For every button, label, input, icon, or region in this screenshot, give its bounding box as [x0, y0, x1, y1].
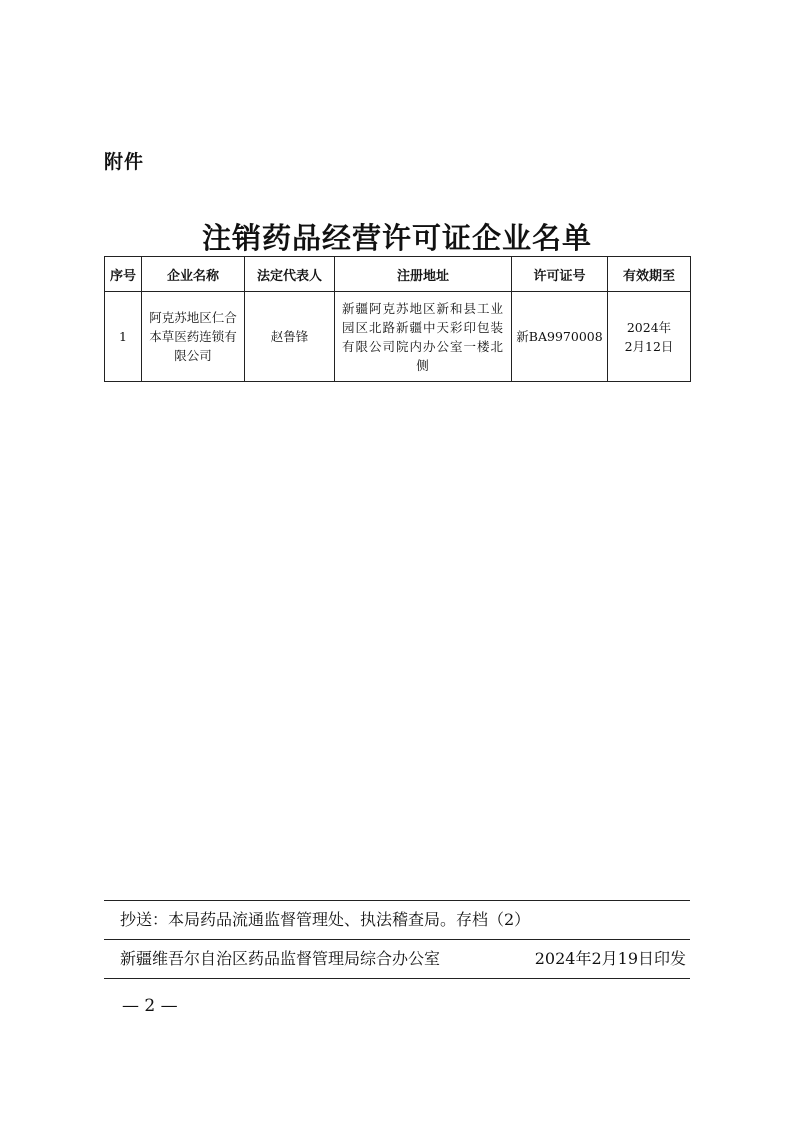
- table-row: [105, 292, 691, 382]
- header-valid-until: 有效期至: [608, 257, 691, 292]
- footer-bottom-rule: [104, 978, 690, 979]
- cell-address: 新疆阿克苏地区新和县工业园区北路新疆中天彩印包装有限公司院内办公室一楼北侧: [335, 292, 512, 382]
- valid-until-date: 2月12日: [624, 338, 674, 354]
- issue-date: 2024年2月19日印发: [534, 949, 686, 968]
- cell-index: 1: [105, 292, 142, 382]
- header-legal-rep: 法定代表人: [245, 257, 335, 292]
- cell-license-no: 新BA9970008: [512, 292, 608, 382]
- table-header-row: [105, 257, 691, 292]
- issuer-name: 新疆维吾尔自治区药品监督管理局综合办公室: [120, 949, 441, 968]
- header-index: 序号: [105, 257, 142, 292]
- cell-company: 阿克苏地区仁合本草医药连锁有限公司: [142, 292, 245, 382]
- header-address: 注册地址: [335, 257, 512, 292]
- document-title: 注销药品经营许可证企业名单: [201, 221, 592, 255]
- valid-until-year: 2024年: [626, 319, 672, 335]
- cell-legal-rep: 赵鲁锋: [245, 292, 335, 382]
- header-license-no: 许可证号: [512, 257, 608, 292]
- page-number: — 2 —: [122, 996, 178, 1016]
- header-company: 企业名称: [142, 257, 245, 292]
- cell-valid-until: [608, 292, 691, 382]
- cc-line: 抄送：本局药品流通监督管理处、执法稽查局。存档（2）: [120, 910, 531, 929]
- document-footer: [104, 900, 690, 979]
- revoked-license-table: [104, 256, 691, 382]
- annex-label: 附件: [104, 151, 145, 173]
- issue-line: [104, 940, 690, 978]
